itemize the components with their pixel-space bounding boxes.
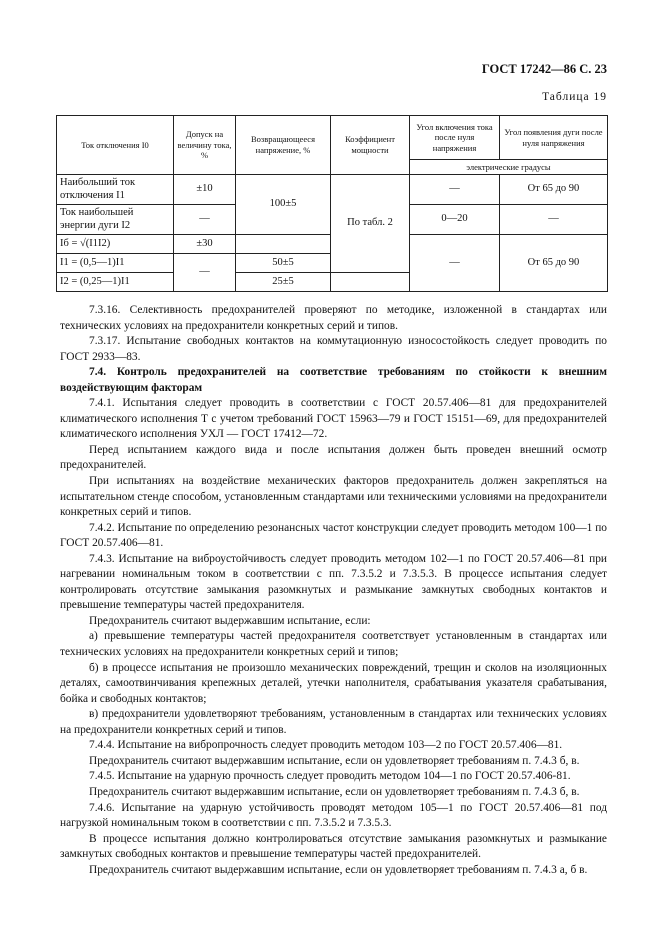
cell-r2-c1: Ток наибольшей энергии дуги I2 — [57, 205, 174, 235]
cell-r2-c2: — — [174, 205, 236, 235]
col-header-tolerance: Допуск на величину тока, % — [174, 116, 236, 175]
paragraph: При испытаниях на воздействие механических факторов предохранитель должен закрепляться на испытательном стенде способом, установленным стандартами или техническими условиями на предохранители конкретных серий и типов. — [60, 475, 607, 519]
cell-r3-c1: Iб = √(I1I2) — [57, 235, 174, 254]
list-item: а) превышение температуры частей предохранителя соответствует установленным в стандартах или технических условиях на предохранители конкретных серий и типов; — [60, 630, 607, 659]
cell-r1-c1: Наибольший ток отключения I1 — [57, 175, 174, 205]
list-item: в) предохранители удовлетворяют требованиям, установленным в стандартах или технических условиях на предохранители конкретных серий и типов. — [60, 708, 607, 736]
paragraph: Предохранитель считают выдержавшим испытание, если он удовлетворяет требованиям п. 7.4.3 б, в. — [89, 754, 580, 767]
paragraph: В процессе испытания должно контролироваться отсутствие замыкания разомкнутых и размыкание замкнутых свободных контактов и превышение температуры частей предохранителей. — [60, 832, 607, 861]
paragraph: 7.4.5. Испытание на ударную прочность следует проводить методом 104—1 по ГОСТ 20.57.406-81. — [89, 770, 571, 783]
cell-r14-c4: По табл. 2 — [331, 175, 410, 273]
col-header-switch-angle: Угол включения тока после нуля напряжения — [410, 116, 500, 160]
paragraph: 7.3.16. Селективность предохранителей проверяют по методике, изложенной в стандартах или технических условиях на предохранители конкретных серий и типов. — [60, 304, 607, 332]
col-header-units: электрические градусы — [410, 160, 608, 175]
paragraph: 7.4.1. Испытания следует проводить в соответствии с ГОСТ 20.57.406—81 для предохранителей климатического исполнения Т с учетом требований ГОСТ 15963—79 и ГОСТ 15151—69, для предохранителей климатического исполнения УХЛ — ГОСТ 17412—72. — [60, 397, 607, 441]
cell-r45-c2: — — [174, 254, 236, 292]
cell-r1-c5: — — [410, 175, 500, 205]
col-header-voltage: Возвращающееся напряжение, % — [236, 116, 331, 175]
paragraph: 7.4.4. Испытание на вибропрочность следует проводить методом 103—2 по ГОСТ 20.57.406—81. — [89, 739, 563, 752]
paragraph: 7.3.17. Испытание свободных контактов на коммутационную износостойкость следует проводить по ГОСТ 2933—83. — [60, 335, 607, 363]
cell-r35-c5: — — [410, 235, 500, 292]
cell-r2-c6: — — [500, 205, 608, 235]
paragraph: 7.4.6. Испытание на ударную устойчивость проводят методом 105—1 по ГОСТ 20.57.406—81 под нагрузкой номинальным током в соответствии с пп. 7.3.5.2 и 7.3.5.3. — [60, 801, 607, 830]
paragraph: Предохранитель считают выдержавшим испытание, если он удовлетворяет требованиям п. 7.4.3 а, б в. — [89, 863, 588, 876]
body-text — [60, 303, 607, 878]
cell-r4-c1: I1 = (0,5—1)I1 — [57, 254, 174, 273]
col-header-power-factor: Коэффициент мощности — [331, 116, 410, 175]
cell-r5-c4 — [331, 273, 410, 292]
cell-r5-c3: 25±5 — [236, 273, 331, 292]
paragraph: Перед испытанием каждого вида и после испытания должен быть проведен внешний осмотр предохранителей. — [60, 443, 607, 472]
col-header-arc-angle: Угол появления дуги после нуля напряжения — [500, 116, 608, 160]
paragraph: Предохранитель считают выдержавшим испытание, если он удовлетворяет требованиям п. 7.4.3 б, в. — [89, 785, 580, 798]
paragraph: Предохранитель считают выдержавшим испытание, если: — [89, 614, 371, 627]
cell-r3-c3 — [236, 235, 331, 254]
table-caption: Таблица 19 — [542, 91, 607, 103]
section-heading: 7.4. Контроль предохранителей на соответствие требованиям по стойкости к внешним воздействующим факторам — [60, 366, 607, 394]
col-header-current: Ток отключения I0 — [57, 116, 174, 175]
paragraph: 7.4.3. Испытание на виброустойчивость следует проводить методом 102—1 по ГОСТ 20.57.406—81 при нагревании номинальным током в соответствии с пп. 7.3.5.2 и 7.3.5.3. В процессе испытания следует контролировать отсутствие замыкания разомкнутых и размыкание замкнутых свободных контактов и превышение температуры частей предохранителя. — [60, 552, 607, 612]
page-header: ГОСТ 17242—86 С. 23 — [481, 62, 607, 76]
cell-r35-c6: От 65 до 90 — [500, 235, 608, 292]
paragraph: 7.4.2. Испытание по определению резонансных частот конструкции следует проводить методом 100—1 по ГОСТ 20.57.406—81. — [60, 521, 607, 550]
cell-r4-c3: 50±5 — [236, 254, 331, 273]
cell-r1-c6: От 65 до 90 — [500, 175, 608, 205]
cell-r2-c5: 0—20 — [410, 205, 500, 235]
data-table — [56, 115, 608, 292]
cell-r12-c3: 100±5 — [236, 175, 331, 235]
cell-r5-c1: I2 = (0,25—1)I1 — [57, 273, 174, 292]
cell-r3-c2: ±30 — [174, 235, 236, 254]
cell-r1-c2: ±10 — [174, 175, 236, 205]
list-item: б) в процессе испытания не произошло механических повреждений, трещин и сколов на изоляционных деталях, самоотвинчивания крепежных деталей, утечки наполнителя, срабатывания указателя срабатывания, бойка и свободных контактов; — [60, 661, 607, 705]
